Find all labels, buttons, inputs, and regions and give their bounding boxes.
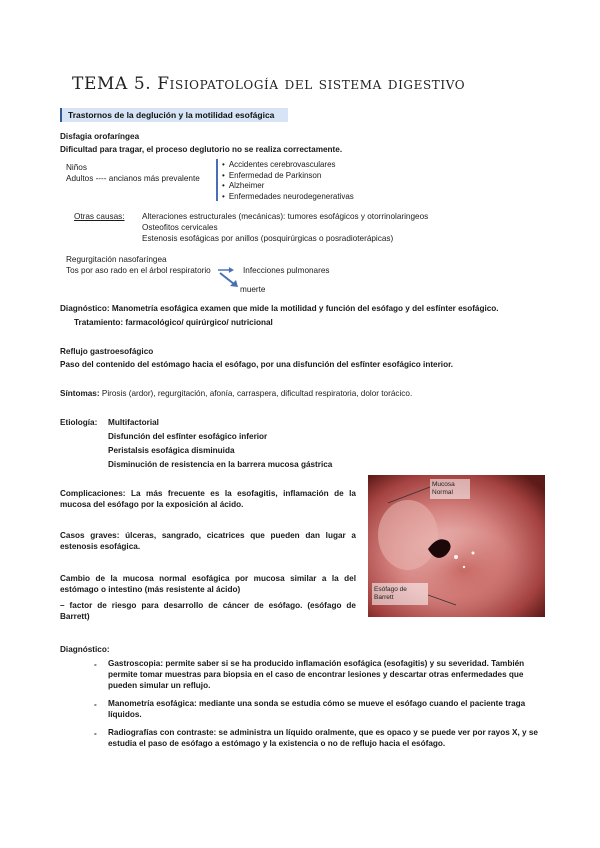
complicaciones-label: Complicaciones: <box>60 489 126 498</box>
endoscopy-image <box>368 475 545 617</box>
list-dash: - <box>94 729 97 738</box>
page-title: TEMA 5. Fisiopatología del sistema digestivo <box>72 74 466 94</box>
disfagia-definition: Dificultad para tragar, el proceso deglutorio no se realiza correctamente. <box>60 145 343 154</box>
ninos-label: Niños <box>66 163 87 172</box>
image-label-mucosa: Mucosa Normal <box>432 481 455 496</box>
causes-list <box>222 160 354 202</box>
disfagia-diagnostico: Diagnóstico: Manometría esofágica examen que mide la motilidad y función del esófago y del esfínter esofágico. <box>60 304 499 313</box>
list-dash: - <box>94 660 97 669</box>
muerte-label: muerte <box>240 285 266 294</box>
adultos-label: Adultos ---- ancianos más prevalente <box>66 174 200 183</box>
causes-divider <box>216 159 218 201</box>
etiologia-item: Multifactorial <box>108 418 159 427</box>
disfagia-heading: Disfagia orofaríngea <box>60 132 140 141</box>
cause-item: • Alzheimer <box>222 181 354 192</box>
diagnostico-item: Manometría esofágica: mediante una sonda se estudia cómo se mueve el esófago cuando el paciente traga líquidos. <box>108 699 526 719</box>
disfagia-tratamiento: Tratamiento: farmacológico/ quirúrgico/ nutricional <box>74 318 273 327</box>
reflujo-definition: Paso del contenido del estómago hacia el esófago, por una disfunción del esfínter esofágico interior. <box>60 360 454 369</box>
image-label-barrett: Esófago de Barrett <box>374 586 407 601</box>
etiologia-item: Disminución de resistencia en la barrera mucosa gástrica <box>108 460 333 469</box>
infecciones-label: Infecciones pulmonares <box>243 266 330 275</box>
reflujo-diagnostico-label: Diagnóstico: <box>60 645 110 654</box>
barrett-risk: – factor de riesgo para desarrollo de cáncer de esófago. (esófago de Barrett) <box>60 601 356 621</box>
complicaciones-text: La más frecuente es la esofagitis, inflamación de la mucosa del esófago por la exposición al ácido. <box>60 489 356 509</box>
otras-causa-item: Alteraciones estructurales (mecánicas): tumores esofágicos y otorrinolaringeos <box>142 212 429 221</box>
otras-causas-label: Otras causas: <box>74 212 125 221</box>
tos-label: Tos por aso rado en el árbol respiratorio <box>66 266 211 275</box>
casos-graves: Casos graves: úlceras, sangrado, cicatrices que pueden dan lugar a estenosis esofágica. <box>60 531 356 551</box>
sintomas-text: Pirosis (ardor), regurgitación, afonía, carraspera, dificultad respiratoria, dolor torácico. <box>101 389 413 398</box>
etiologia-label: Etiología: <box>60 418 98 427</box>
otras-causa-item: Osteofitos cervicales <box>142 223 218 232</box>
diagnostico-item: Radiografías con contraste: se administra un líquido oralmente, que es opaco y se puede ver por rayos X, y se estudia el paso de esófago a estómago y la existencia o no de reflujo hacia el esófago. <box>108 728 538 748</box>
section-heading: Trastornos de la deglución y la motilidad esofágica <box>60 108 288 122</box>
diagnostico-item: Gastroscopia: permite saber si se ha producido inflamación esofágica (esofagitis) y su severidad. También permite tomar muestras para biopsia en el caso de encontrar lesiones y descartar otras enfermedades que pueden simular un reflujo. <box>108 659 525 690</box>
regurgitacion-label: Regurgitación nasofaríngea <box>66 255 167 264</box>
etiologia-item: Peristalsis esofágica disminuida <box>108 446 235 455</box>
otras-causa-item: Estenosis esofágicas por anillos (posquirúrgicas o posradioterápicas) <box>142 234 394 243</box>
cause-item: • Enfermedades neurodegenerativas <box>222 192 354 203</box>
reflujo-heading: Reflujo gastroesofágico <box>60 347 154 356</box>
arrow-down-right-icon <box>218 272 240 288</box>
cambio-mucosa: Cambio de la mucosa normal esofágica por mucosa similar a la del estómago o intestino (más resistente al ácido) <box>60 574 356 594</box>
etiologia-item: Disfunción del esfínter esofágico inferior <box>108 432 268 441</box>
cause-item: • Accidentes cerebrovasculares <box>222 160 354 171</box>
sintomas-label: Síntomas: <box>60 389 100 398</box>
list-dash: - <box>94 700 97 709</box>
cause-item: • Enfermedad de Parkinson <box>222 171 354 182</box>
complicaciones-paragraph <box>60 488 356 510</box>
